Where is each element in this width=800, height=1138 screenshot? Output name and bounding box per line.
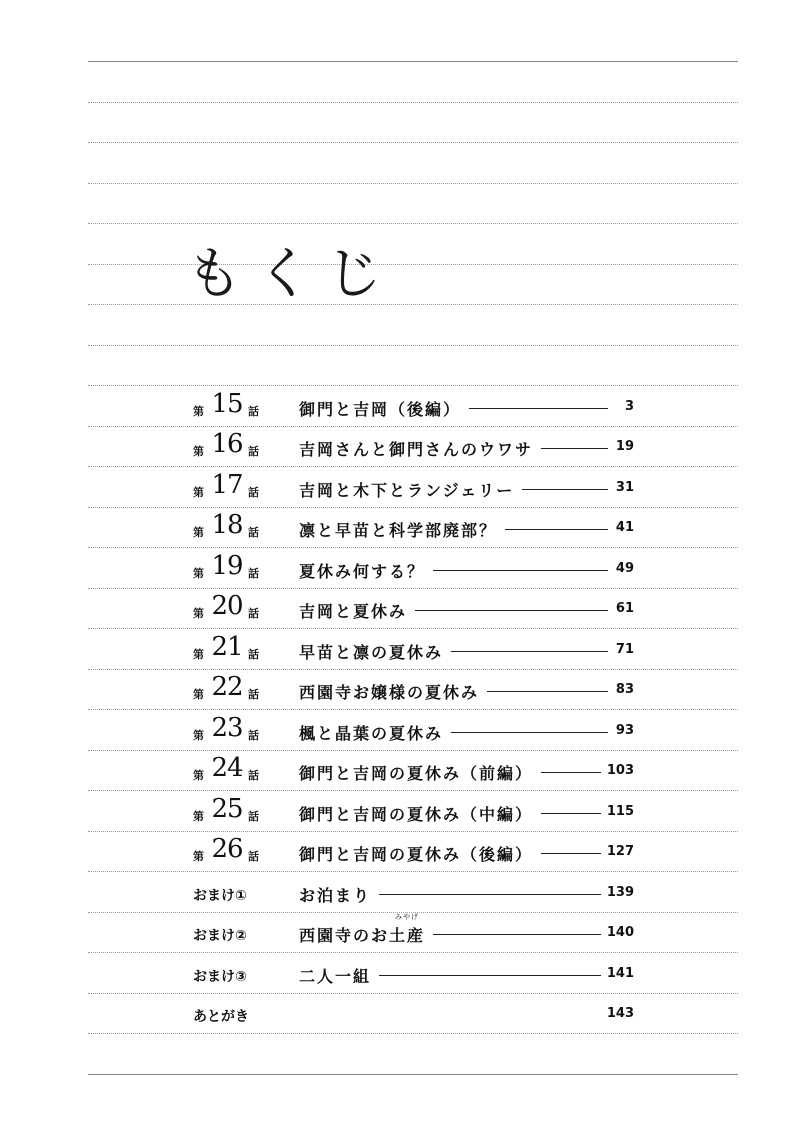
chapter-title: 吉岡と木下とランジェリー [299, 478, 522, 501]
chapter-suffix: 話 [248, 810, 259, 823]
page-number: 41 [610, 520, 634, 535]
page-number: 19 [610, 439, 634, 454]
chapter-title: 御門と吉岡の夏休み（後編） [299, 842, 541, 865]
page-number: 93 [610, 723, 634, 738]
chapter-prefix: 第 [193, 567, 204, 580]
chapter-number: 15 [211, 389, 243, 419]
page-number: 139 [601, 885, 634, 900]
chapter-prefix: 第 [193, 729, 204, 742]
chapter-number: 26 [211, 834, 243, 864]
chapter-title: 御門と吉岡の夏休み（中編） [299, 802, 541, 825]
chapter-suffix: 話 [248, 648, 259, 661]
page-number: 71 [610, 642, 634, 657]
page-number: 127 [601, 844, 634, 859]
toc-extra-1[interactable] [0, 875, 800, 915]
chapter-prefix: 第 [193, 486, 204, 499]
chapter-number: 18 [211, 510, 243, 540]
chapter-prefix: 第 [193, 810, 204, 823]
chapter-prefix: 第 [193, 688, 204, 701]
chapter-number: 23 [211, 713, 243, 743]
chapter-title: 吉岡さんと御門さんのウワサ [299, 437, 541, 460]
chapter-title: 楓と晶葉の夏休み [299, 721, 451, 744]
chapter-suffix: 話 [248, 607, 259, 620]
toc-entry-19[interactable] [0, 551, 800, 591]
extra-title: 二人一組 [299, 964, 379, 987]
chapter-title: 西園寺お嬢様の夏休み [299, 680, 487, 703]
chapter-number: 21 [211, 632, 243, 662]
chapter-suffix: 話 [248, 486, 259, 499]
chapter-suffix: 話 [248, 405, 259, 418]
page-number: 115 [601, 804, 634, 819]
toc-entry-15[interactable] [0, 389, 800, 429]
ruled-line [88, 385, 738, 386]
extra-label: おまけ① [193, 888, 247, 904]
chapter-suffix: 話 [248, 850, 259, 863]
chapter-number: 20 [211, 591, 243, 621]
top-border-line [88, 61, 738, 62]
chapter-suffix: 話 [248, 445, 259, 458]
afterword-label: あとがき [193, 1009, 249, 1025]
extra-label: おまけ③ [193, 969, 247, 985]
ruled-line [88, 223, 738, 224]
chapter-suffix: 話 [248, 688, 259, 701]
chapter-prefix: 第 [193, 607, 204, 620]
toc-extra-3[interactable] [0, 956, 800, 996]
chapter-number: 22 [211, 672, 243, 702]
extra-title: お泊まり [299, 883, 379, 906]
page-number: 49 [610, 561, 634, 576]
chapter-prefix: 第 [193, 445, 204, 458]
page-number: 103 [601, 763, 634, 778]
chapter-title: 吉岡と夏休み [299, 599, 415, 622]
chapter-number: 17 [211, 470, 243, 500]
extra-title [299, 913, 433, 946]
chapter-prefix: 第 [193, 405, 204, 418]
chapter-number: 19 [211, 551, 243, 581]
page-number: 31 [610, 480, 634, 495]
toc-entry-18[interactable] [0, 510, 800, 550]
ruled-line [88, 102, 738, 103]
ruled-line [88, 183, 738, 184]
chapter-number: 16 [211, 429, 243, 459]
page-number: 140 [601, 925, 634, 940]
chapter-prefix: 第 [193, 850, 204, 863]
chapter-title: 御門と吉岡の夏休み（前編） [299, 761, 541, 784]
toc-entry-22[interactable] [0, 672, 800, 712]
bottom-border-line [88, 1074, 738, 1075]
toc-entry-16[interactable] [0, 429, 800, 469]
chapter-prefix: 第 [193, 526, 204, 539]
chapter-number: 25 [211, 794, 243, 824]
chapter-title: 御門と吉岡（後編） [299, 397, 469, 420]
chapter-suffix: 話 [248, 769, 259, 782]
page-title: もくじ [186, 242, 396, 307]
page-number: 3 [619, 399, 634, 414]
ruled-line [88, 142, 738, 143]
chapter-suffix: 話 [248, 526, 259, 539]
toc-afterword[interactable] [0, 996, 800, 1036]
toc-entry-21[interactable] [0, 632, 800, 672]
chapter-suffix: 話 [248, 567, 259, 580]
chapter-title: 早苗と凛の夏休み [299, 640, 451, 663]
ruled-line [88, 345, 738, 346]
chapter-number: 24 [211, 753, 243, 783]
toc-extra-2[interactable] [0, 915, 800, 955]
ruby-word [389, 913, 426, 946]
chapter-prefix: 第 [193, 769, 204, 782]
toc-entry-20[interactable] [0, 591, 800, 631]
extra-title-main: 西園寺のお [299, 926, 390, 945]
chapter-prefix: 第 [193, 648, 204, 661]
ruby-base: 土産 [389, 926, 426, 945]
toc-entry-26[interactable] [0, 834, 800, 874]
ruby-reading: みやげ [395, 913, 420, 921]
page-number: 61 [610, 601, 634, 616]
chapter-suffix: 話 [248, 729, 259, 742]
chapter-title: 夏休み何する？ [299, 559, 433, 582]
page-number: 143 [601, 1006, 634, 1021]
extra-label: おまけ② [193, 928, 247, 944]
page-number: 141 [601, 966, 634, 981]
toc-entry-23[interactable] [0, 713, 800, 753]
page-number: 83 [610, 682, 634, 697]
chapter-title: 凛と早苗と科学部廃部？ [299, 518, 505, 541]
toc-entry-17[interactable] [0, 470, 800, 510]
toc-entry-24[interactable] [0, 753, 800, 793]
toc-entry-25[interactable] [0, 794, 800, 834]
